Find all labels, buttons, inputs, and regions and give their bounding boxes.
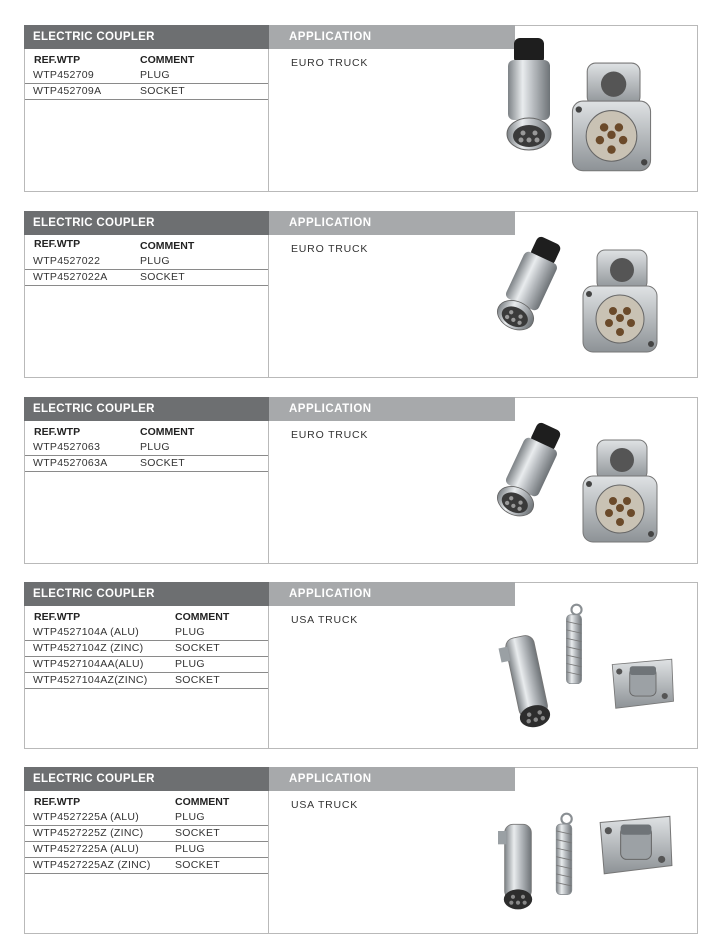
table-row: [25, 657, 268, 673]
section-header-left: ELECTRIC COUPLER: [24, 767, 269, 791]
socket-image: [600, 816, 672, 873]
section-header-right: APPLICATION: [269, 397, 515, 421]
ref-cell: WTP4527063: [33, 441, 101, 453]
section-header-left: ELECTRIC COUPLER: [24, 25, 269, 49]
ref-table: [25, 68, 268, 100]
section-header-right: APPLICATION: [269, 582, 515, 606]
application-value: USA TRUCK: [291, 799, 359, 811]
comment-cell: PLUG: [175, 658, 205, 670]
table-row: [25, 810, 268, 826]
column-divider: [268, 606, 269, 748]
col-header-comment: COMMENT: [175, 796, 230, 808]
col-header-comment: COMMENT: [140, 240, 195, 252]
product-photo: [486, 589, 691, 744]
ref-cell: WTP4527022A: [33, 271, 108, 283]
product-photo: [486, 218, 691, 373]
col-header-ref: REF.WTP: [34, 54, 81, 66]
col-header-comment: COMMENT: [140, 426, 195, 438]
table-row: [25, 440, 268, 456]
plug-image: [507, 38, 551, 150]
comment-cell: PLUG: [175, 626, 205, 638]
table-row: [25, 84, 268, 100]
application-value: EURO TRUCK: [291, 429, 369, 441]
ref-table: [25, 810, 268, 874]
ref-cell: WTP4527063A: [33, 457, 108, 469]
table-row: [25, 673, 268, 689]
product-section-4: [24, 582, 698, 749]
table-row: [25, 641, 268, 657]
plug-image: [493, 233, 568, 336]
ref-cell: WTP4527104AA(ALU): [33, 658, 144, 670]
table-row: [25, 826, 268, 842]
product-section-3: [24, 397, 698, 564]
ref-cell: WTP452709A: [33, 85, 102, 97]
spring-image: [556, 814, 571, 895]
product-photo: [486, 774, 691, 929]
table-row: [25, 842, 268, 858]
col-header-ref: REF.WTP: [34, 426, 81, 438]
product-photo: [486, 32, 691, 187]
column-divider: [268, 791, 269, 933]
comment-cell: SOCKET: [175, 642, 220, 654]
comment-cell: SOCKET: [175, 674, 220, 686]
table-row: [25, 858, 268, 874]
section-header-right: APPLICATION: [269, 767, 515, 791]
application-value: USA TRUCK: [291, 614, 359, 626]
section-header-left: ELECTRIC COUPLER: [24, 211, 269, 235]
table-row: [25, 270, 268, 286]
socket-image: [583, 440, 657, 542]
col-header-ref: REF.WTP: [34, 796, 81, 808]
product-section-1: [24, 25, 698, 192]
column-divider: [268, 421, 269, 563]
ref-table: [25, 440, 268, 472]
col-header-ref: REF.WTP: [34, 238, 81, 250]
col-header-ref: REF.WTP: [34, 611, 81, 623]
ref-cell: WTP4527104Z (ZINC): [33, 642, 144, 654]
ref-cell: WTP4527225A (ALU): [33, 843, 140, 855]
comment-cell: SOCKET: [175, 859, 220, 871]
plug-image: [493, 419, 568, 522]
ref-cell: WTP4527104A (ALU): [33, 626, 140, 638]
comment-cell: SOCKET: [175, 827, 220, 839]
table-row: [25, 254, 268, 270]
application-value: EURO TRUCK: [291, 57, 369, 69]
socket-image: [583, 250, 657, 352]
ref-table: [25, 625, 268, 689]
product-section-5: [24, 767, 698, 934]
column-divider: [268, 235, 269, 377]
ref-cell: WTP4527104AZ(ZINC): [33, 674, 148, 686]
col-header-comment: COMMENT: [175, 611, 230, 623]
section-header-left: ELECTRIC COUPLER: [24, 582, 269, 606]
comment-cell: PLUG: [140, 255, 170, 267]
product-section-2: [24, 211, 698, 378]
comment-cell: SOCKET: [140, 271, 185, 283]
table-row: [25, 625, 268, 641]
table-row: [25, 68, 268, 84]
ref-cell: WTP4527022: [33, 255, 101, 267]
socket-image: [572, 63, 650, 171]
ref-cell: WTP4527225Z (ZINC): [33, 827, 144, 839]
ref-table: [25, 254, 268, 286]
col-header-comment: COMMENT: [140, 54, 195, 66]
section-header-right: APPLICATION: [269, 25, 515, 49]
socket-image: [612, 659, 673, 708]
ref-cell: WTP452709: [33, 69, 95, 81]
section-header-left: ELECTRIC COUPLER: [24, 397, 269, 421]
product-photo: [486, 404, 691, 559]
ref-cell: WTP4527225AZ (ZINC): [33, 859, 151, 871]
comment-cell: SOCKET: [140, 457, 185, 469]
table-row: [25, 456, 268, 472]
comment-cell: PLUG: [175, 811, 205, 823]
ref-cell: WTP4527225A (ALU): [33, 811, 140, 823]
application-value: EURO TRUCK: [291, 243, 369, 255]
comment-cell: PLUG: [175, 843, 205, 855]
spring-image: [566, 605, 581, 684]
comment-cell: PLUG: [140, 441, 170, 453]
section-header-right: APPLICATION: [269, 211, 515, 235]
comment-cell: SOCKET: [140, 85, 185, 97]
comment-cell: PLUG: [140, 69, 170, 81]
column-divider: [268, 49, 269, 191]
plug-image: [497, 634, 552, 731]
plug-image: [498, 824, 532, 909]
